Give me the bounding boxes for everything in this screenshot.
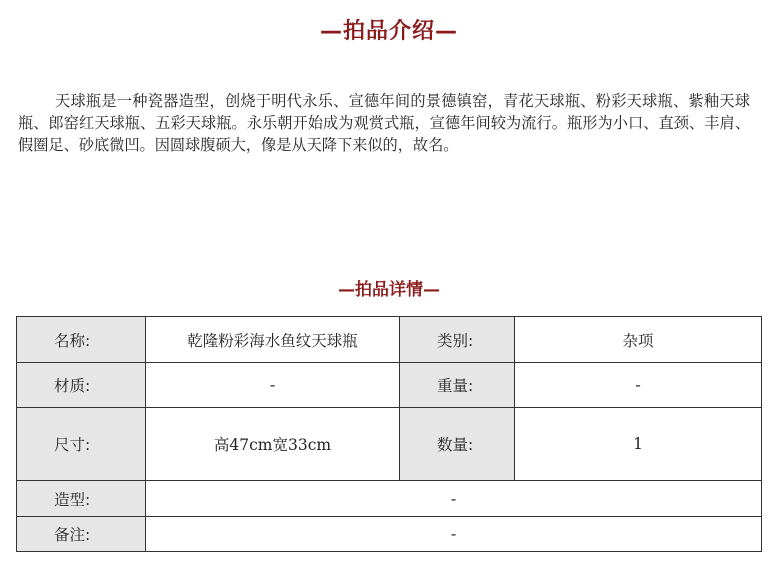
note-label: 备注: <box>17 517 146 552</box>
size-label: 尺寸: <box>17 408 146 481</box>
category-value: 杂项 <box>515 317 762 363</box>
intro-title: —拍品介绍— <box>319 19 458 44</box>
table-row <box>17 363 762 408</box>
shape-label: 造型: <box>17 481 146 517</box>
name-label: 名称: <box>17 317 146 363</box>
details-table <box>16 316 762 552</box>
weight-label: 重量: <box>400 363 515 408</box>
size-value: 高47cm宽33cm <box>146 408 400 481</box>
table-row <box>17 317 762 363</box>
intro-description: 天球瓶是一种瓷器造型，创烧于明代永乐、宣德年间的景德镇窑，青花天球瓶、粉彩天球瓶、紫釉天球瓶、郎窑红天球瓶、五彩天球瓶。永乐朝开始成为观赏式瓶，宣德年间较为流行。瓶形为小口、直颈、丰肩、假圈足、砂底微凹。因圆球腹硕大，像是从天降下来似的，故名。 <box>18 92 750 154</box>
quantity-value: 1 <box>515 408 762 481</box>
quantity-label: 数量: <box>400 408 515 481</box>
material-label: 材质: <box>17 363 146 408</box>
weight-value: - <box>515 363 762 408</box>
table-row <box>17 408 762 481</box>
table-row <box>17 517 762 552</box>
table-row <box>17 481 762 517</box>
details-title: —拍品详情— <box>338 280 440 300</box>
shape-value: - <box>146 481 762 517</box>
name-value: 乾隆粉彩海水鱼纹天球瓶 <box>146 317 400 363</box>
material-value: - <box>146 363 400 408</box>
category-label: 类别: <box>400 317 515 363</box>
note-value: - <box>146 517 762 552</box>
